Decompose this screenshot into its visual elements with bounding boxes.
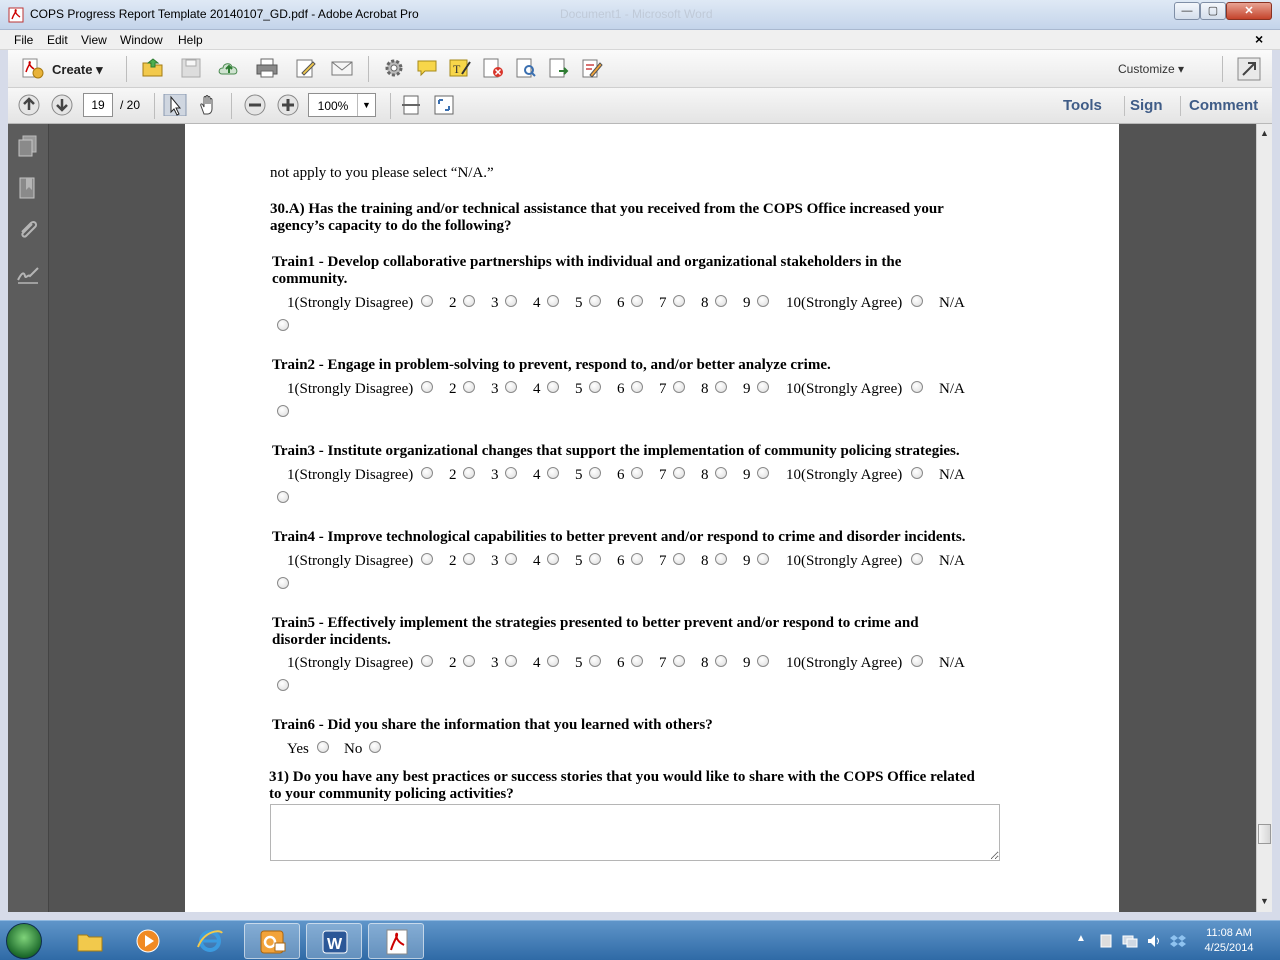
intro-text: not apply to you please select “N/A.”: [270, 165, 494, 181]
scale-label: 7: [659, 467, 667, 483]
scale-label: 6: [617, 553, 625, 569]
train5-radio-5[interactable]: [589, 655, 601, 667]
page-thumbnails-icon[interactable]: [16, 134, 40, 158]
vertical-scrollbar[interactable]: [1256, 124, 1272, 912]
train1-radio-8[interactable]: [715, 295, 727, 307]
scale-label: 3: [491, 553, 499, 569]
taskbar-outlook[interactable]: [244, 923, 300, 959]
train1-radio-4[interactable]: [547, 295, 559, 307]
usb-device-icon[interactable]: [1098, 933, 1114, 949]
scale-label: 4: [533, 467, 541, 483]
close-document-icon[interactable]: ×: [1255, 31, 1264, 47]
menu-view[interactable]: View: [81, 33, 107, 47]
scale-label: 2: [449, 553, 457, 569]
scale-label: N/A: [939, 467, 965, 483]
media-player-icon: [134, 927, 162, 955]
train3-radio-10[interactable]: [911, 467, 923, 479]
train3-radio-6[interactable]: [631, 467, 643, 479]
best-practices-text-field[interactable]: [270, 804, 1000, 861]
scale-label: 3: [491, 381, 499, 397]
train2-radio-na[interactable]: [277, 405, 289, 417]
train4-radio-7[interactable]: [673, 553, 685, 565]
bookmarks-icon[interactable]: [16, 176, 40, 200]
scale-label: 4: [533, 553, 541, 569]
train1-radio-9[interactable]: [757, 295, 769, 307]
hand-tool-icon[interactable]: [197, 94, 221, 116]
scale-label: 6: [617, 381, 625, 397]
svg-text:T: T: [453, 62, 461, 76]
minimize-button[interactable]: [1174, 2, 1200, 20]
scale-label: 6: [617, 467, 625, 483]
train5-radio-6[interactable]: [631, 655, 643, 667]
scale-label: 1(Strongly Disagree): [287, 553, 414, 569]
scale-label: 10(Strongly Agree): [786, 381, 903, 397]
train3-radio-2[interactable]: [463, 467, 475, 479]
taskbar: [0, 920, 1280, 960]
train2-radio-4[interactable]: [547, 381, 559, 393]
train4-question: Train4 - Improve technological capabilities to better prevent and/or respond to crime and disorder incidents.: [272, 529, 966, 545]
train3-radio-7[interactable]: [673, 467, 685, 479]
menu-window[interactable]: Window: [120, 33, 163, 47]
network-icon[interactable]: [1122, 933, 1138, 949]
settings-gear-icon[interactable]: [382, 57, 406, 79]
train2-radio-8[interactable]: [715, 381, 727, 393]
scale-label: 3: [491, 655, 499, 671]
scale-label: 9: [743, 467, 751, 483]
scale-label: 7: [659, 655, 667, 671]
train2-radio-10[interactable]: [911, 381, 923, 393]
scale-label: 3: [491, 295, 499, 311]
question-31-line1: 31) Do you have any best practices or success stories that you would like to share with the COPS Office related: [269, 769, 975, 785]
scale-label: 1(Strongly Disagree): [287, 381, 414, 397]
scale-label: 5: [575, 295, 583, 311]
train2-radio-2[interactable]: [463, 381, 475, 393]
close-window-button[interactable]: [1226, 2, 1272, 20]
scale-label: 6: [617, 295, 625, 311]
scale-label: 8: [701, 381, 709, 397]
open-folder-icon[interactable]: [141, 57, 165, 79]
scale-label: N/A: [939, 295, 965, 311]
navigation-pane: [8, 124, 49, 912]
scale-label: 9: [743, 655, 751, 671]
scroll-down-icon[interactable]: ▼: [1260, 896, 1269, 906]
fit-page-height-icon[interactable]: [399, 94, 423, 116]
scale-label: N/A: [939, 381, 965, 397]
train5-rating-scale: [287, 655, 987, 675]
next-page-icon[interactable]: [50, 94, 74, 116]
train1-radio-3[interactable]: [505, 295, 517, 307]
internet-explorer-icon: [196, 927, 224, 955]
train6-question: Train6 - Did you share the information that you learned with others?: [272, 717, 713, 733]
pdf-page: [185, 124, 1119, 912]
train5-radio-7[interactable]: [673, 655, 685, 667]
train3-radio-5[interactable]: [589, 467, 601, 479]
train5-radio-10[interactable]: [911, 655, 923, 667]
system-clock[interactable]: [1192, 926, 1266, 956]
train1-radio-7[interactable]: [673, 295, 685, 307]
scroll-up-icon[interactable]: ▲: [1260, 128, 1269, 138]
train3-radio-8[interactable]: [715, 467, 727, 479]
acrobat-icon: [383, 928, 411, 956]
toolbar-separator: [126, 56, 127, 82]
train4-radio-na[interactable]: [277, 577, 289, 589]
scale-label: N/A: [939, 655, 965, 671]
comment-bubble-icon[interactable]: [415, 57, 439, 79]
zoom-in-icon[interactable]: [276, 94, 300, 116]
train3-radio-na[interactable]: [277, 491, 289, 503]
zoom-out-icon[interactable]: [243, 94, 267, 116]
train2-radio-5[interactable]: [589, 381, 601, 393]
scale-label: 3: [491, 467, 499, 483]
minimize-icon: —: [1181, 5, 1193, 17]
scale-label: 5: [575, 553, 583, 569]
scale-label: 1(Strongly Disagree): [287, 295, 414, 311]
clock-date: 4/25/2014: [1204, 942, 1254, 954]
train2-radio-1[interactable]: [421, 381, 433, 393]
train3-radio-3[interactable]: [505, 467, 517, 479]
taskbar-media-player[interactable]: [120, 923, 176, 959]
train4-radio-3[interactable]: [505, 553, 517, 565]
scale-label: 6: [617, 655, 625, 671]
train6-radio-yes[interactable]: [317, 741, 329, 753]
train2-radio-6[interactable]: [631, 381, 643, 393]
scale-label: 2: [449, 467, 457, 483]
train4-rating-scale: [287, 553, 987, 573]
save-icon[interactable]: [179, 57, 203, 79]
train1-radio-2[interactable]: [463, 295, 475, 307]
question-30a-line1: 30.A) Has the training and/or technical assistance that you received from the COPS Office increased your: [270, 201, 944, 217]
select-cursor-icon[interactable]: [163, 94, 187, 116]
train5-radio-8[interactable]: [715, 655, 727, 667]
toolbar-separator: [1222, 56, 1223, 82]
scale-label: 8: [701, 295, 709, 311]
title-bar: [0, 0, 1280, 30]
close-icon: ✕: [1244, 5, 1254, 17]
train4-radio-10[interactable]: [911, 553, 923, 565]
word-icon: [321, 928, 349, 956]
create-button[interactable]: Create ▾: [52, 62, 103, 77]
train4-radio-9[interactable]: [757, 553, 769, 565]
no-label: No: [344, 741, 363, 757]
signatures-icon[interactable]: [16, 262, 40, 286]
page-number-input[interactable]: [83, 93, 113, 117]
train5-radio-na[interactable]: [277, 679, 289, 691]
train3-radio-4[interactable]: [547, 467, 559, 479]
start-button[interactable]: [6, 923, 42, 959]
menu-edit[interactable]: Edit: [47, 33, 68, 47]
taskbar-word[interactable]: [306, 923, 362, 959]
clock-time: 11:08 AM: [1206, 927, 1252, 939]
train2-radio-7[interactable]: [673, 381, 685, 393]
email-icon[interactable]: [330, 57, 354, 79]
scale-label: 5: [575, 381, 583, 397]
print-icon[interactable]: [255, 57, 279, 79]
toolbar-separator: [231, 93, 232, 119]
train6-radio-no[interactable]: [369, 741, 381, 753]
scale-label: 1(Strongly Disagree): [287, 655, 414, 671]
menu-file[interactable]: File: [14, 33, 34, 47]
scroll-thumb[interactable]: [1258, 824, 1271, 844]
train3-radio-1[interactable]: [421, 467, 433, 479]
scale-label: 9: [743, 553, 751, 569]
volume-speaker-icon[interactable]: [1146, 933, 1162, 949]
export-page-icon[interactable]: [547, 57, 571, 79]
window-title: COPS Progress Report Template 20140107_GD.pdf - Adobe Acrobat Pro: [30, 7, 419, 21]
toolbar-separator: [368, 56, 369, 82]
form-edit-icon[interactable]: [580, 57, 604, 79]
background-window-title: Document1 - Microsoft Word: [560, 7, 713, 21]
document-viewport: [49, 124, 1256, 912]
train3-radio-9[interactable]: [757, 467, 769, 479]
train2-radio-3[interactable]: [505, 381, 517, 393]
sign-pane-button[interactable]: Sign: [1130, 97, 1163, 114]
acrobat-pdf-icon: [8, 7, 24, 23]
scale-label: 4: [533, 295, 541, 311]
maximize-button[interactable]: [1200, 2, 1226, 20]
scale-label: 10(Strongly Agree): [786, 295, 903, 311]
navigation-toolbar: [8, 88, 1272, 124]
taskbar-explorer[interactable]: [62, 923, 118, 959]
zoom-value: 100%: [317, 99, 349, 113]
scale-label: 8: [701, 655, 709, 671]
folder-icon: [76, 927, 104, 955]
find-in-page-icon[interactable]: [514, 57, 538, 79]
train4-radio-6[interactable]: [631, 553, 643, 565]
train1-radio-na[interactable]: [277, 319, 289, 331]
menu-help[interactable]: Help: [178, 33, 203, 47]
train4-radio-1[interactable]: [421, 553, 433, 565]
train2-question: Train2 - Engage in problem-solving to prevent, respond to, and/or better analyze crime.: [272, 357, 831, 373]
scale-label: 9: [743, 295, 751, 311]
attachments-paperclip-icon[interactable]: [16, 219, 40, 243]
train4-radio-8[interactable]: [715, 553, 727, 565]
main-toolbar: [8, 50, 1272, 88]
train1-radio-5[interactable]: [589, 295, 601, 307]
scale-label: 8: [701, 467, 709, 483]
edit-document-icon[interactable]: [294, 57, 318, 79]
create-pdf-icon[interactable]: [20, 57, 44, 79]
chevron-down-icon[interactable]: ▼: [357, 94, 375, 116]
toolbar-separator: [390, 93, 391, 119]
taskbar-internet-explorer[interactable]: [182, 923, 238, 959]
scale-label: 1(Strongly Disagree): [287, 467, 414, 483]
pane-separator: [1124, 96, 1125, 116]
train5-radio-4[interactable]: [547, 655, 559, 667]
page-total: / 20: [120, 98, 141, 112]
train4-radio-2[interactable]: [463, 553, 475, 565]
show-hidden-icons-icon[interactable]: ▲: [1076, 933, 1086, 944]
toolbar-separator: [154, 93, 155, 119]
train3-rating-scale: [287, 467, 987, 487]
zoom-level-select[interactable]: [308, 93, 376, 117]
expand-fullscreen-icon[interactable]: [1237, 57, 1261, 81]
train3-question: Train3 - Institute organizational changes that support the implementation of community policing strategies.: [272, 443, 960, 459]
train5-radio-9[interactable]: [757, 655, 769, 667]
scale-label: 2: [449, 295, 457, 311]
scale-label: 10(Strongly Agree): [786, 655, 903, 671]
tools-pane-button[interactable]: Tools: [1063, 97, 1102, 114]
delete-pages-icon[interactable]: [481, 57, 505, 79]
train4-radio-5[interactable]: [589, 553, 601, 565]
yes-label: Yes: [287, 741, 309, 757]
train5-question-line1: Train5 - Effectively implement the strategies presented to better prevent and/or respond to crime and: [272, 615, 919, 631]
train5-question-line2: disorder incidents.: [272, 632, 391, 648]
pane-separator: [1180, 96, 1181, 116]
question-31-line2: to your community policing activities?: [269, 786, 514, 802]
upload-cloud-icon[interactable]: [217, 57, 241, 79]
train5-radio-1[interactable]: [421, 655, 433, 667]
scale-label: 4: [533, 655, 541, 671]
scale-label: N/A: [939, 553, 965, 569]
scale-label: 10(Strongly Agree): [786, 467, 903, 483]
highlight-text-icon[interactable]: [448, 57, 472, 79]
train2-rating-scale: [287, 381, 987, 401]
scale-label: 10(Strongly Agree): [786, 553, 903, 569]
scale-label: 5: [575, 655, 583, 671]
scale-label: 9: [743, 381, 751, 397]
train1-radio-1[interactable]: [421, 295, 433, 307]
taskbar-acrobat[interactable]: [368, 923, 424, 959]
previous-page-icon[interactable]: [17, 94, 41, 116]
train1-question-line1: Train1 - Develop collaborative partnerships with individual and organizational stakeholders in the: [272, 254, 902, 270]
scale-label: 4: [533, 381, 541, 397]
train1-question-line2: community.: [272, 271, 348, 287]
train1-rating-scale: [287, 295, 987, 315]
train5-radio-3[interactable]: [505, 655, 517, 667]
train5-radio-2[interactable]: [463, 655, 475, 667]
comment-pane-button[interactable]: Comment: [1189, 97, 1259, 114]
scale-label: 2: [449, 381, 457, 397]
scale-label: 7: [659, 295, 667, 311]
customize-dropdown[interactable]: Customize ▾: [1118, 62, 1185, 76]
scale-label: 7: [659, 381, 667, 397]
scale-label: 8: [701, 553, 709, 569]
scale-label: 2: [449, 655, 457, 671]
outlook-icon: [259, 928, 287, 956]
train1-radio-10[interactable]: [911, 295, 923, 307]
train1-radio-6[interactable]: [631, 295, 643, 307]
svg-text:W: W: [327, 936, 343, 953]
scale-label: 5: [575, 467, 583, 483]
maximize-icon: ▢: [1207, 5, 1219, 17]
fit-window-icon[interactable]: [432, 94, 456, 116]
train4-radio-4[interactable]: [547, 553, 559, 565]
train2-radio-9[interactable]: [757, 381, 769, 393]
menu-bar: [0, 30, 1280, 50]
question-30a-line2: agency’s capacity to do the following?: [270, 218, 512, 234]
scale-label: 7: [659, 553, 667, 569]
dropbox-icon[interactable]: [1170, 933, 1186, 949]
